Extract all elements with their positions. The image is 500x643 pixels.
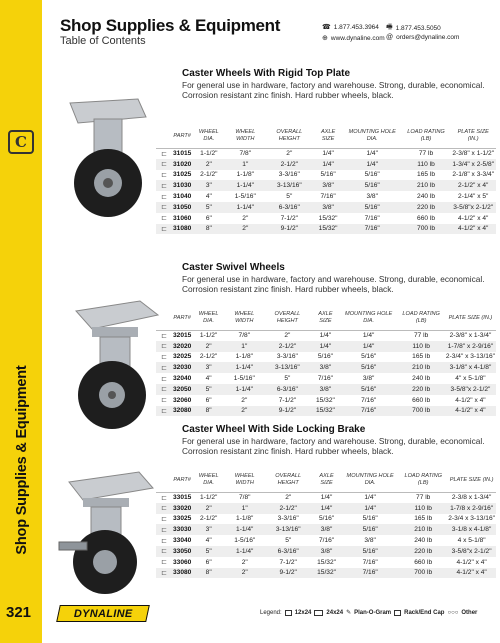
swivel-caster-table (156, 306, 496, 416)
planogram-icon: ⊏ (156, 159, 172, 170)
table-header-row (156, 306, 496, 330)
col-mounting-hole: MOUNTING HOLE DIA. (341, 468, 399, 492)
spec-cell: 2-1/2" (264, 503, 312, 514)
section-title-rigid: Caster Wheels With Rigid Top Plate (182, 68, 351, 79)
spec-cell: 2-1/4" x 5" (458, 193, 489, 201)
spec-cell: 1/4" (312, 503, 341, 514)
spec-cell: 2-3/4" x 3-13/16" (445, 353, 495, 361)
spec-cell: 77 lb (414, 332, 429, 340)
spec-cell: 3" (192, 362, 224, 373)
spec-cell: 210 lb (402, 180, 451, 191)
col-part: PART# (172, 124, 192, 148)
table-row (156, 170, 496, 181)
col-plate-size: PLATE SIZE (IN.) (445, 306, 496, 330)
section-description-locking: For general use in hardware, factory and warehouse. Strong, durable, economical. Corrosion resistant zinc finish. Hard rubber wheels, black. (182, 436, 485, 456)
spec-cell: 2" (242, 214, 249, 222)
spec-cell: 210 lb (399, 524, 447, 535)
spec-cell: 3/8" (364, 537, 376, 545)
spec-cell: 1-1/2" (200, 494, 218, 502)
page-title: Shop Supplies & Equipment (60, 16, 281, 35)
table-row (156, 180, 496, 191)
spec-cell: 2" (192, 503, 225, 514)
spec-cell: 1-1/4" (225, 546, 264, 557)
at-icon: @ (386, 34, 394, 41)
spec-cell: 1-5/16" (233, 375, 255, 383)
planogram-icon: ⊏ (156, 568, 172, 579)
spec-cell: 3/8" (311, 362, 340, 373)
spec-cell: 110 lb (397, 341, 445, 352)
section-description-rigid: For general use in hardware, factory and warehouse. Strong, durable, economical. Corrosion resistant zinc finish. Hard rubber wheels, black. (182, 80, 485, 100)
spec-cell: 110 lb (399, 503, 447, 514)
spec-cell: 6" (205, 396, 212, 404)
spec-cell: 3/8" (366, 193, 378, 201)
spec-cell: 6-3/16" (265, 202, 313, 213)
spec-cell: 15/32" (318, 214, 338, 222)
spec-cell: 5" (286, 193, 293, 201)
section-title-swivel: Caster Swivel Wheels (182, 262, 285, 273)
spec-cell: 5/16" (343, 202, 402, 213)
spec-cell: 77 lb (418, 150, 434, 158)
spec-cell: 15/32" (313, 224, 342, 235)
spec-cell: 1/4" (343, 159, 402, 170)
spec-cell: 8" (192, 568, 225, 579)
table-header-row (156, 468, 496, 492)
part-number-cell: 31030 (173, 182, 192, 190)
part-number-cell: 32030 (173, 364, 192, 372)
planogram-icon: ⊏ (156, 180, 172, 191)
col-part: PART# (172, 468, 192, 492)
part-number-cell: 31025 (173, 171, 192, 179)
spec-cell: 5/16" (362, 515, 378, 523)
spec-cell: 1-1/4" (225, 202, 265, 213)
spec-cell: 3" (192, 524, 225, 535)
section-title-locking: Caster Wheel With Side Locking Brake (182, 424, 366, 435)
spec-cell: 2-3/4 x 3-13/16" (448, 515, 495, 523)
spec-cell: 6" (205, 214, 212, 222)
col-part: PART# (172, 306, 192, 330)
planogram-icon: ⊏ (161, 215, 167, 223)
spec-cell: 2-1/2" (264, 341, 311, 352)
spec-cell: 700 lb (397, 406, 445, 417)
spec-cell: 240 lb (414, 537, 433, 545)
planogram-icon: ⊏ (161, 353, 167, 361)
spec-cell: 7/16" (362, 558, 378, 566)
part-number-cell: 33020 (173, 504, 192, 512)
spec-cell: 165 lb (414, 515, 433, 523)
spec-cell: 3-1/8" x 4-1/8" (445, 362, 496, 373)
spec-cell: 7/16" (364, 214, 380, 222)
spec-cell: 2" (225, 406, 264, 417)
table-row (156, 557, 496, 568)
spec-cell: 5/16" (341, 546, 399, 557)
spec-cell: 7/8" (239, 150, 252, 158)
spec-cell: 2-1/2" x 4" (450, 180, 496, 191)
col-mounting-hole: MOUNTING HOLE DIA. (340, 306, 398, 330)
spec-cell: 1-1/2" (199, 332, 218, 340)
spec-cell: 1-3/4" x 2-5/8" (452, 160, 495, 168)
col-wheel-width: WHEEL WIDTH (225, 124, 265, 148)
part-number-cell: 32015 (173, 332, 192, 340)
spec-cell: 3-3/16" (277, 515, 299, 523)
col-wheel-dia: WHEEL DIA. (192, 468, 225, 492)
spec-cell: 5" (192, 384, 224, 395)
spec-cell: 1/4" (311, 341, 340, 352)
spec-cell: 5" (192, 202, 225, 213)
spec-cell: 2-1/2" (265, 159, 313, 170)
table-row (156, 341, 496, 352)
spec-cell: 7-1/2" (278, 396, 297, 404)
globe-icon: ⊕ (322, 35, 328, 42)
spec-cell: 6" (205, 558, 212, 566)
spec-cell: 7/16" (361, 396, 377, 404)
col-wheel-dia: WHEEL DIA. (192, 124, 225, 148)
spec-cell: 4-1/2" x 4" (445, 406, 496, 417)
spec-cell: 240 lb (417, 193, 435, 201)
spec-cell: 240 lb (412, 375, 431, 383)
spec-cell: 660 lb (412, 396, 431, 404)
spec-cell: 7-1/2" (279, 558, 297, 566)
spec-cell: 5/16" (364, 171, 380, 179)
rigid-caster-image (60, 95, 150, 225)
spec-cell: 1" (225, 503, 264, 514)
spec-cell: 7/16" (317, 375, 334, 383)
table-row (156, 213, 496, 224)
table-row (156, 524, 496, 535)
spec-cell: 7/16" (340, 406, 398, 417)
col-axle-size: AXLE SIZE (311, 306, 340, 330)
spec-cell: 6-3/16" (264, 546, 312, 557)
part-number-cell: 31020 (173, 160, 192, 168)
spec-cell: 4-1/2" x 4" (447, 568, 496, 579)
spec-cell: 2-1/8" x 3-3/4" (452, 171, 495, 179)
fax-icon: 🖷 (386, 24, 393, 31)
table-row (156, 362, 496, 373)
spec-cell: 2" (241, 558, 248, 566)
spec-cell: 77 lb (416, 494, 431, 502)
table-row (156, 373, 496, 384)
spec-cell: 3-5/8"x 2-1/2" (450, 202, 496, 213)
col-overall-height: OVERALL HEIGHT (264, 306, 311, 330)
col-wheel-width: WHEEL WIDTH (225, 306, 264, 330)
spec-cell: 3-13/16" (264, 524, 312, 535)
part-number-cell: 33025 (173, 515, 192, 523)
spec-cell: 2-3/8 x 1-3/4" (451, 494, 492, 502)
fax-contact: 🖷 1.877.453.5050 (386, 24, 441, 32)
spec-cell: 1-1/8" (236, 171, 254, 179)
col-mounting-hole: MOUNTING HOLE DIA. (343, 124, 402, 148)
planogram-icon: ⊏ (156, 384, 172, 395)
part-number-cell: 31040 (173, 193, 192, 201)
planogram-icon: ⊏ (156, 224, 172, 235)
rack-icon (394, 610, 401, 616)
col-wheel-dia: WHEEL DIA. (192, 306, 224, 330)
spec-cell: 3-13/16" (264, 362, 311, 373)
table-row (156, 159, 496, 170)
planogram-icon: ⊏ (161, 171, 167, 179)
legend-box-icon (285, 610, 292, 616)
planogram-icon: ⊏ (161, 515, 167, 523)
spec-cell: 5/16" (318, 515, 335, 523)
table-row (156, 568, 496, 579)
section-description-swivel: For general use in hardware, factory and warehouse. Strong, durable, economical. Corrosion resistant zinc finish. Hard rubber wheels, black. (182, 274, 485, 294)
col-load-rating: LOAD RATING (LB) (397, 306, 445, 330)
spec-cell: 2-1/2" (199, 353, 218, 361)
col-overall-height: OVERALL HEIGHT (265, 124, 313, 148)
part-number-cell: 33080 (173, 569, 192, 577)
planogram-icon: ⊏ (156, 503, 172, 514)
spec-cell: 3-5/8"x 2-1/2" (447, 546, 496, 557)
phone-icon: ☎ (322, 24, 331, 31)
table-row (156, 535, 496, 546)
spec-cell: 4-1/2" x 4" (458, 214, 489, 222)
table-header-row (156, 124, 496, 148)
spec-cell: 3-13/16" (265, 180, 313, 191)
table-row (156, 406, 496, 417)
spec-cell: 3-3/16" (276, 353, 298, 361)
spec-cell: 7/16" (343, 224, 402, 235)
planogram-icon: ⊏ (156, 341, 172, 352)
planogram-icon: ⊏ (161, 193, 167, 201)
planogram-icon: ⊏ (161, 150, 167, 158)
spec-cell: 2-3/8" x 1-1/2" (452, 150, 495, 158)
planogram-icon: ⊏ (161, 494, 167, 502)
spec-cell: 1-1/8" (235, 353, 253, 361)
planogram-icon: ⊏ (156, 546, 172, 557)
table-row (156, 546, 496, 557)
swivel-caster-image (70, 295, 160, 435)
dynaline-logo: DYNALINE (56, 605, 150, 622)
spec-cell: 5/16" (317, 353, 334, 361)
spec-cell: 2" (225, 224, 265, 235)
spec-cell: 165 lb (412, 353, 431, 361)
spec-cell: 2" (285, 494, 292, 502)
part-number-cell: 31060 (173, 214, 192, 222)
spec-cell: 15/32" (311, 406, 340, 417)
spec-cell: 5" (192, 546, 225, 557)
legend-box-icon (314, 610, 323, 616)
spec-cell: 7/16" (320, 193, 336, 201)
spec-cell: 3/8" (313, 202, 342, 213)
spec-cell: 660 lb (417, 214, 435, 222)
spec-cell: 8" (192, 224, 225, 235)
planogram-icon: ⊏ (156, 362, 172, 373)
table-row (156, 503, 496, 514)
spec-cell: 9-1/2" (264, 568, 312, 579)
part-number-cell: 33030 (173, 526, 192, 534)
spec-cell: 3/8" (312, 524, 341, 535)
caster-category-icon: C (8, 130, 34, 154)
spec-cell: 4-1/2" x 4" (450, 224, 496, 235)
spec-cell: 5/16" (340, 362, 398, 373)
spec-cell: 1" (225, 159, 265, 170)
spec-cell: 3/8" (362, 375, 375, 383)
col-load-rating: LOAD RATING (LB) (402, 124, 451, 148)
planogram-icon: ✎ (346, 610, 352, 616)
spec-cell: 165 lb (417, 171, 435, 179)
spec-cell: 4" x 5-1/8" (455, 375, 486, 383)
planogram-icon: ⊏ (161, 537, 167, 545)
spec-cell: 7/16" (318, 537, 335, 545)
spec-cell: 9-1/2" (265, 224, 313, 235)
spec-cell: 220 lb (399, 546, 447, 557)
spec-cell: 4-1/2" x 4" (455, 396, 486, 404)
spec-cell: 7/8" (238, 494, 251, 502)
table-row (156, 148, 496, 159)
email-contact[interactable]: @ orders@dynaline.com (386, 34, 460, 41)
part-number-cell: 32040 (173, 375, 192, 383)
table-row (156, 492, 496, 503)
spec-cell: 6-3/16" (264, 384, 311, 395)
spec-cell: 15/32" (316, 396, 335, 404)
table-row (156, 191, 496, 202)
col-overall-height: OVERALL HEIGHT (264, 468, 312, 492)
spec-cell: 1/4" (319, 332, 332, 340)
spec-cell: 1-5/16" (234, 193, 256, 201)
col-axle-size: AXLE SIZE (312, 468, 341, 492)
spec-cell: 1/4" (362, 332, 375, 340)
spec-cell: 210 lb (397, 362, 445, 373)
col-axle-size: AXLE SIZE (313, 124, 342, 148)
col-plate-size: PLATE SIZE (IN.) (447, 468, 496, 492)
part-number-cell: 31080 (173, 225, 192, 233)
spec-cell: 1/4" (364, 494, 376, 502)
part-number-cell: 32025 (173, 353, 192, 361)
locking-caster-image (55, 470, 155, 600)
spec-cell: 700 lb (399, 568, 447, 579)
col-wheel-width: WHEEL WIDTH (225, 468, 264, 492)
table-row (156, 384, 496, 395)
table-row (156, 514, 496, 525)
spec-cell: 5/16" (361, 353, 377, 361)
part-number-cell: 33015 (173, 494, 192, 502)
spec-cell: 3/8" (312, 546, 341, 557)
spec-cell: 8" (192, 406, 224, 417)
part-number-cell: 32080 (173, 407, 192, 415)
planogram-icon: ⊏ (161, 559, 167, 567)
spec-cell: 15/32" (317, 558, 336, 566)
spec-cell: 2" (192, 341, 224, 352)
planogram-icon: ⊏ (161, 332, 167, 340)
spec-cell: 3/8" (311, 384, 340, 395)
spec-cell: 2" (241, 396, 248, 404)
website-contact[interactable]: ⊕ www.dynaline.com (322, 34, 385, 42)
spec-cell: 1/4" (322, 150, 334, 158)
spec-cell: 2" (286, 150, 293, 158)
part-number-cell: 31015 (173, 150, 192, 158)
spec-cell: 5/16" (320, 171, 336, 179)
spec-cell: 1-1/4" (225, 524, 264, 535)
spec-cell: 2" (284, 332, 291, 340)
col-plate-size: PLATE SIZE (IN.) (450, 124, 496, 148)
spec-cell: 1/4" (341, 503, 399, 514)
spec-cell: 3/8" (313, 180, 342, 191)
spec-cell: 1/4" (366, 150, 378, 158)
spec-cell: 2-1/2" (200, 171, 218, 179)
spec-cell: 4" (205, 375, 212, 383)
locking-caster-table (156, 468, 496, 578)
rigid-caster-table (156, 124, 496, 234)
col-load-rating: LOAD RATING (LB) (399, 468, 447, 492)
spec-cell: 1-1/4" (225, 384, 264, 395)
spec-cell: 1-7/8" x 2-9/16" (445, 341, 496, 352)
part-number-cell: 33050 (173, 547, 192, 555)
spec-cell: 5" (284, 375, 291, 383)
spec-cell: 1-1/8" (236, 515, 254, 523)
phone-contact: ☎ 1.877.453.3964 (322, 23, 379, 31)
spec-cell: 4" (205, 193, 212, 201)
table-row (156, 224, 496, 235)
planogram-icon: ⊏ (156, 202, 172, 213)
spec-cell: 15/32" (312, 568, 341, 579)
planogram-icon: ⊏ (156, 524, 172, 535)
spec-cell: 5/16" (340, 384, 398, 395)
spec-cell: 1-1/4" (225, 180, 265, 191)
spec-cell: 700 lb (402, 224, 451, 235)
spec-cell: 7/8" (238, 332, 251, 340)
spec-cell: 2-1/2" (200, 515, 218, 523)
part-number-cell: 33040 (173, 537, 192, 545)
spec-cell: 7/16" (341, 568, 399, 579)
table-row (156, 352, 496, 363)
page-number: 321 (6, 604, 32, 621)
part-number-cell: 32020 (173, 342, 192, 350)
spec-cell: 4 x 5-1/8" (457, 537, 486, 545)
table-row (156, 330, 496, 341)
spec-cell: 5/16" (341, 524, 399, 535)
spec-cell: 1/4" (313, 159, 342, 170)
other-icon: ○○○ (447, 609, 459, 616)
spec-cell: 1-5/16" (234, 537, 256, 545)
page-subtitle: Table of Contents (60, 35, 146, 47)
spec-cell: 7-1/2" (280, 214, 298, 222)
spec-cell: 3" (192, 180, 225, 191)
part-number-cell: 33060 (173, 558, 192, 566)
part-number-cell: 32060 (173, 396, 192, 404)
spec-cell: 9-1/2" (264, 406, 311, 417)
spec-cell: 3-3/16" (278, 171, 300, 179)
spec-cell: 5/16" (343, 180, 402, 191)
spec-cell: 2" (192, 159, 225, 170)
spec-cell: 220 lb (397, 384, 445, 395)
spec-cell: 2-3/8" x 1-3/4" (449, 332, 492, 340)
planogram-icon: ⊏ (156, 406, 172, 417)
planogram-icon: ⊏ (161, 397, 167, 405)
spec-cell: 1-1/2" (200, 150, 218, 158)
spec-cell: 1" (225, 341, 264, 352)
spec-cell: 4" (205, 537, 212, 545)
spec-cell: 660 lb (414, 558, 433, 566)
spec-cell: 1-7/8 x 2-9/16" (447, 503, 496, 514)
spec-cell: 3-5/8"x 2-1/2" (445, 384, 496, 395)
part-number-cell: 32050 (173, 385, 192, 393)
sidebar-label: Shop Supplies & Equipment (14, 365, 30, 555)
spec-cell: 110 lb (402, 159, 451, 170)
spec-cell: 3-1/8 x 4-1/8" (447, 524, 496, 535)
spec-cell: 5" (285, 537, 292, 545)
spec-cell: 1-1/4" (225, 362, 264, 373)
spec-cell: 1/4" (340, 341, 398, 352)
legend: Legend: 12x24 24x24 ✎ Plan-O-Gram Rack/End Cap ○○○ Other (260, 609, 478, 616)
table-row (156, 395, 496, 406)
spec-cell: 4-1/2" x 4" (456, 558, 487, 566)
part-number-cell: 31050 (173, 203, 192, 211)
spec-cell: 1/4" (320, 494, 333, 502)
spec-cell: 220 lb (402, 202, 451, 213)
planogram-icon: ⊏ (161, 375, 167, 383)
spec-cell: 2" (225, 568, 264, 579)
table-row (156, 202, 496, 213)
